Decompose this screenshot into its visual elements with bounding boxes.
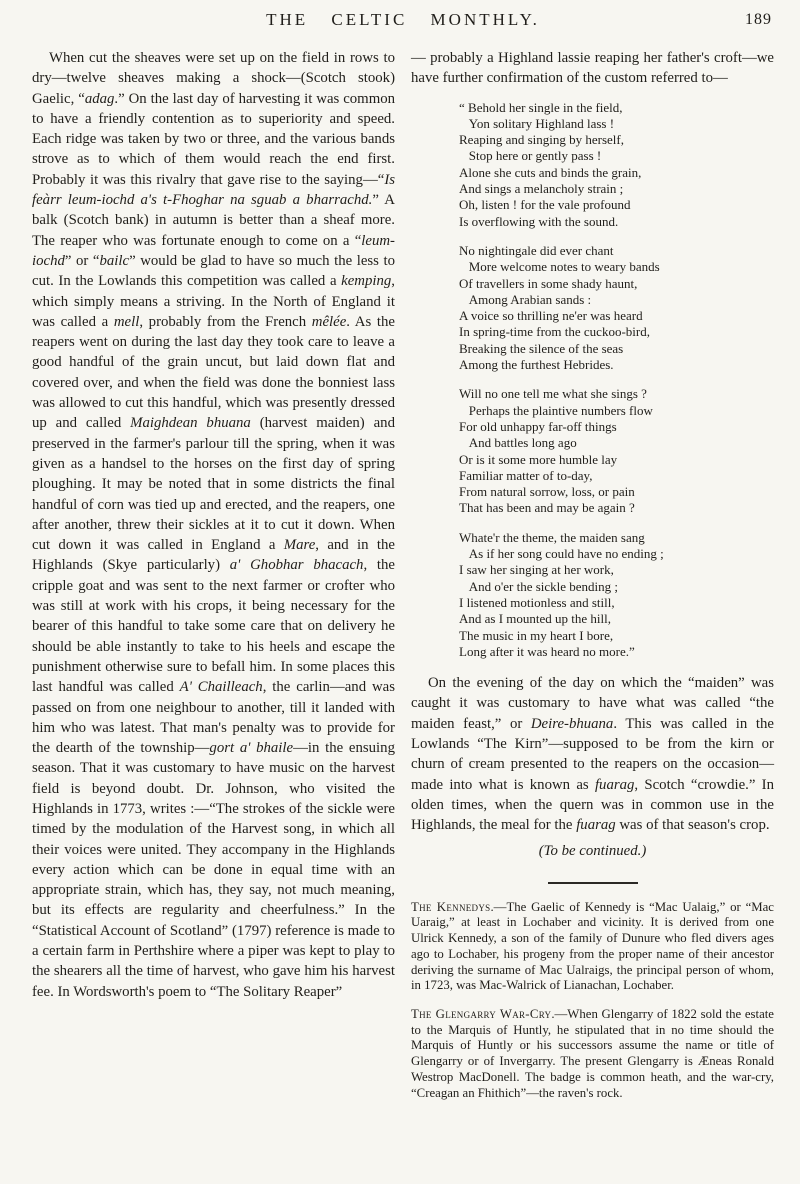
note-glengarry-war-cry (411, 1007, 774, 1101)
left-column (32, 48, 395, 1114)
note-title: The Glengarry War-Cry (411, 1006, 552, 1021)
note-text: .—The Gaelic of Kennedy is “Mac Ualaig,” or “Mac Uaraig,” at least in Lochaber and vicinity. It is derived from one Ulrick Kennedy, a son of the family of Dunure who fled divers ages ago to Lochaber, his progeny from the proper name of their ancestor deriving the surname of Mac Ualraigs, the principal person of whom, in 1723, was Mac-Walrick of Lianachan, Lochaber. (411, 899, 774, 993)
note-kennedys (411, 900, 774, 994)
note-text: .—When Glengarry of 1822 sold the estate to the Marquis of Huntly, he stipulated that in no time should the Marquis of Huntly or his successors assume the name or title of Glengarry or of Invergarry. The present Glengarry is Æneas Ronald Westrop MacDonell. The badge is common heath, and the war-cry, “Creagan an Fhithich”—the raven's rock. (411, 1006, 774, 1100)
article-paragraph-maiden-feast: On the evening of the day on which the “maiden” was caught it was customary to have what was called “the maiden feast,” or Deire-bhuana. This was called in the Lowlands “The Kirn”—supposed to be from the kirn or churn of cream presented to the reapers on the occasion—made into what is known as fuarag, Scotch “crowdie.” In olden times, when the quern was in common use in the Highlands, the meal for the fuarag was of that season's crop. (411, 675, 775, 834)
section-divider (548, 882, 638, 884)
to-be-continued: (To be continued.) (538, 843, 647, 860)
article-paragraph-continued: — probably a Highland lassie reaping her father's croft—we have further confirmation of the custom referred to— (411, 50, 774, 87)
poem-stanza-1: “ Behold her single in the field, Yon solitary Highland lass ! Reaping and singing by herself, Stop here or gently pass ! Alone she cuts and binds the grain, And sings a melancholy strain ; Oh, listen ! for the vale profound Is overflowing with the sound. (459, 99, 642, 229)
poem-stanza-2: No nightingale did ever chant More welcome notes to weary bands Of travellers in some shady haunt, Among Arabian sands : A voice so thrilling ne'er was heard In spring-time from the cuckoo-bird, Breaking the silence of the seas Among the furthest Hebrides. (459, 242, 660, 373)
page-number: 189 (745, 11, 772, 28)
note-title: The Kennedys (411, 899, 491, 914)
poem-stanza-3: Will no one tell me what she sings ? Perhaps the plaintive numbers flow For old unhappy far-off things And battles long ago Or is it some more humble lay Familiar matter of to-day, From natural sorrow, loss, or pain That has been and may be again ? (459, 386, 653, 516)
text-columns (32, 48, 774, 1114)
page-header (32, 8, 774, 40)
journal-title: THE CELTIC MONTHLY. (266, 10, 540, 29)
right-column (411, 48, 774, 1114)
poem-stanza-4: Whate'r the theme, the maiden sang As if her song could have no ending ; I saw her singing at her work, And o'er the sickle bending ; I listened motionless and still, And as I mounted up the hill, The music in my heart I bore, Long after it was heard no more.” (459, 529, 664, 659)
article-paragraph: When cut the sheaves were set up on the field in rows to dry—twelve sheaves making a shock—(Scotch stook) Gaelic, “adag.” On the last day of harvesting it was common to have a friendly contention as to superiority and speed. Each ridge was taken by two or three, and the various bands strove as to which of them would reach the end first. Probably it was this rivalry that gave rise to the saying—“Is feàrr leum-iochd a's t-Fhoghar na sguab a bharrachd.” A balk (Scotch bank) in autumn is better than a sheaf more. The reaper who was fortunate enough to come on a “leum-iochd” or “bailc” would be glad to have so much the less to cut. In the Lowlands this competition was called a kemping, which simply means a striving. In the North of England it was called a mell, probably from the French mêlée. As the reapers went on during the last day they took care to leave a good handful of the grain uncut, but laid down flat and covered over, and when the field was done the bonniest lass was allowed to cut this handful, which was presently dressed up and called Maighdean bhuana (harvest maiden) and preserved in the farmer's parlour till the spring, when it was given as a handsel to the horses on the first day of spring ploughing. It may be noted that in some districts the final handful of corn was tied up and erected, and the reapers, one after another, threw their sickles at it to cut it down. When cut down it was called in England a Mare, and in the Highlands (Skye particularly) a' Ghobhar bhacach, the cripple goat and was sent to the next farmer or crofter who was still at work with his crops, it being necessary for the bearer of this handful to take some care that on delivery he should be able instantly to take to his heels and escape the punishment otherwise sure to befall him. In some places this last handful was called A' Chailleach, the carlin—and was passed on from one neighbour to another, till it landed with him who was latest. That man's penalty was to provide for the dearth of the township—gort a' bhaile—in the ensuing season. That it was customary to have music on the harvest field is beyond doubt. Dr. Johnson, who visited the Highlands in 1773, writes :—“The strokes of the sickle were timed by the modulation of the Harvest song, in which all their voices were united. They accompany in the Highlands every action which can be done in equal time with an appropriate strain, which has, they say, not much meaning, but its effects are regularity and cheerfulness.” In the “Statistical Account of Scotland” (1797) reference is made to a certain farm in Perthshire where a piper was kept to play to the shearers all the time of harvest, who gave him his harvest fee. In Wordsworth's poem to “The Solitary Reaper” (32, 50, 396, 1000)
poem-solitary-reaper (459, 100, 774, 661)
